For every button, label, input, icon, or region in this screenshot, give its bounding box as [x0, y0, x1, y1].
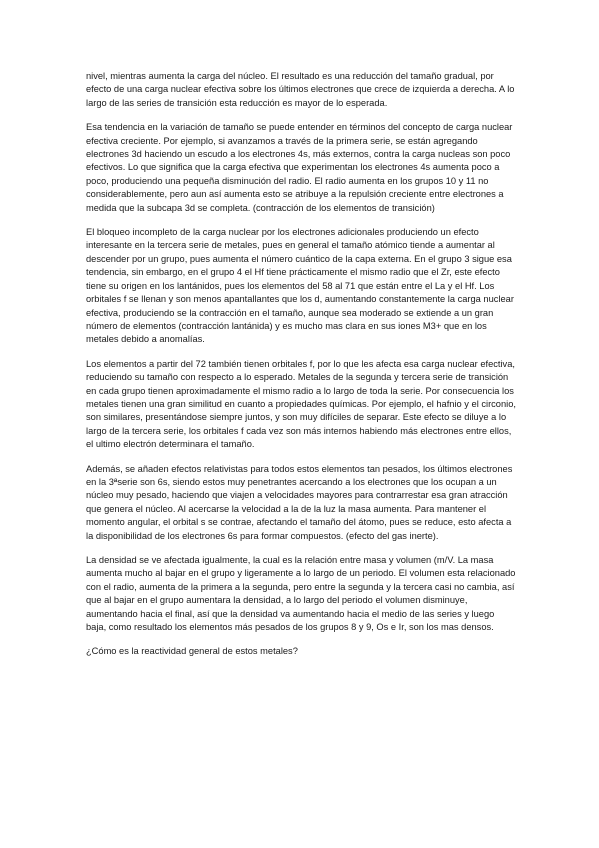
paragraph-4: Los elementos a partir del 72 también tienen orbitales f, por lo que les afecta esa carga nuclear efectiva, reduciendo su tamaño con respecto a lo esperado. Metales de la segunda y tercera serie de transición en cada grupo tienen aproximadamente el mismo radio a lo largo de toda la serie. Por consecuencia los metales tienen una gran similitud en cuanto a propiedades químicas. Por ejemplo, el hafnio y el circonio, son similares, presentándose siempre juntos, y son muy difíciles de separar. Este efecto se diluye a lo largo de la tercera serie, los orbitales f cada vez son más internos habiendo más electrones entre ellos, el ultimo electrón determinara el tamaño.	[86, 358, 516, 450]
paragraph-5: Además, se añaden efectos relativistas para todos estos elementos tan pesados, los últimos electrones en la 3ªserie son 6s, siendo estos muy penetrantes acercando a los electrones que los ocupan a un núcleo muy pesado, haciendo que viajen a velocidades mayores para contrarrestar esa gran atracción que genera el núcleo. Al acercarse la velocidad a la de la luz la masa aumenta. Para mantener el momento angular, el orbital s se contrae, afectando el tamaño del átomo, pues se reduce, esto afecta a la disponibilidad de los electrones 6s para formar compuestos. (efecto del gas inerte).	[86, 463, 513, 541]
paragraph-3: El bloqueo incompleto de la carga nuclear por los electrones adicionales produciendo un efecto interesante en la tercera serie de metales, pues en general el tamaño atómico tiende a aumentar al descender por un grupo, pues aumenta el número cuántico de la capa externa. En el grupo 3 sigue esa tendencia, sin embargo, en el grupo 4 el Hf tiene prácticamente el mismo radio que el Zr, este efecto tiene su origen en los lantánidos, pues los elementos del 58 al 71 que están entre el La y el Hf. Los orbitales f se llenan y son menos apantallantes que los d, aumentando constantemente la carga nuclear efectiva, produciendo se la contracción en el tamaño, aunque sea moderado se extiende a un gran número de elementos (contracción lantánida) y es mucho mas clara en sus iones M3+ que en los metales debido a anomalías.	[86, 227, 514, 345]
paragraph-1: nivel, mientras aumenta la carga del núcleo. El resultado es una reducción del tamaño gradual, por efecto de una carga nuclear efectiva sobre los últimos electrones que crece de izquierda a derecha. A lo largo de las series de transición esta reducción es mayor de lo esperada.	[86, 71, 515, 108]
paragraph-2: Esa tendencia en la variación de tamaño se puede entender en términos del concepto de carga nuclear efectiva creciente. Por ejemplo, si avanzamos a través de la primera serie, se están agregando electrones 3d haciendo un escudo a los electrones 4s, más externos, contra la carga nucleas son poco efectivos. Lo que significa que la carga efectiva que experimentan los electrones 4s aumenta poco a poco, produciendo una pequeña disminución del radio. El radio aumenta en los grupos 10 y 11 no considerablemente, pero aun así aumenta esto se atribuye a la repulsión creciente entre electrones a medida que la subcapa 3d se completa. (contracción de los elementos de transición)	[86, 122, 513, 213]
question-line: ¿Cómo es la reactividad general de estos metales?	[86, 646, 298, 657]
paragraph-6: La densidad se ve afectada igualmente, la cual es la relación entre masa y volumen (m/V. La masa aumenta mucho al bajar en el grupo y ligeramente a lo largo de un periodo. El volumen esta relacionado con el radio, aumenta de la primera a la segunda, pero entre la segunda y la tercera casi no cambia, así que al bajar en el grupo aumentara la densidad, a lo largo del periodo el volumen disminuye, aumentando hacia el final, así que la densidad va aumentando hacia el medio de las series y luego baja, como resultado los elementos más pesados de los grupos 8 y 9, Os e Ir, son los mas densos.	[86, 555, 516, 633]
document-page	[86, 70, 516, 670]
